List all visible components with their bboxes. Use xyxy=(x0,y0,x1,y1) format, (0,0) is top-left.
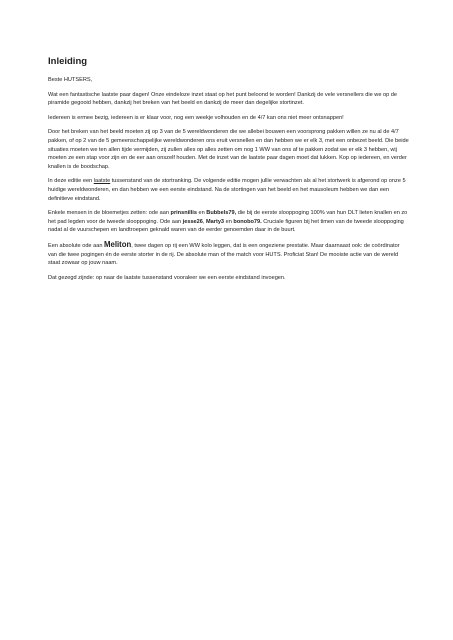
paragraph-4-text-b: tussenstand van de stortranking. De volgende editie mogen jullie verwachten als al het stortwerk is afgerond op onze 5 huidige wereldwonderen, en dan hebben we een eerste eindstand. Na de stortingen van het beeld en het mausoleum hebben we dan een definitieve eindstand. xyxy=(48,178,406,202)
player-name: Marty3 xyxy=(206,218,225,225)
paragraph-6-text-a: Een absolute ode aan xyxy=(48,242,104,249)
paragraph-6-text-b: , twee dagen op rij een WW kolo leggen, dat is een ongeziene prestatie. Maar daarnaast ook: de coördinator van die twee pogingen én de eerste storter in de rij. De absolute man of the match voor HUTS. Proficiat Stan! De mooiste actie van de wereld staat zowaar op jouw naam. xyxy=(48,242,400,267)
paragraph-2: Iedereen is ermee bezig, iedereen is er klaar voor, nog een weekje volhouden en de 4/7 kan ons niet meer ontsnappen! xyxy=(48,114,344,121)
paragraph-5-text-a: Enkele mensen in de bloemetjes zetten: ode aan xyxy=(48,210,171,217)
greeting: Beste HUTSERS, xyxy=(48,77,93,83)
highlighted-player-name: Meliton xyxy=(103,239,132,249)
underlined-word: laatste xyxy=(93,178,111,185)
paragraph-1: Wat een fantastische laatste paar dagen! Onze eindeloze inzet staat op het punt beloond te worden! Dankzij de vele versnellers die we op de piramide gegooid hebben, dankzij het breken van het beeld en dankzij de meer dan degelijke stortinzet. xyxy=(48,91,398,107)
paragraph-4-text-a: In deze editie een xyxy=(48,178,94,185)
paragraph-3: Door het breken van het beeld moeten zij op 3 van de 5 wereldwonderen die we allebei bouwen een voorsprong pakken willen ze nu al de 4/7 pakken, of op 2 van de 5 gemeenschappelijke wereldwonderen ons eruit versnellen en dan hebben we er elk 3, met een onbezet beeld. Die beide situaties moeten we ten allen tijde vermijden, zij zullen alles op alles zetten om nog 1 WW van ons af te pakken zodat we er elk 3 hebben, wij moeten ze een stap voor zijn en de eer aan onszelf houden. Met de inzet van de laatste paar dagen moet dat lukken. Kop op iedereen, en verder knallen is de boodschap. xyxy=(48,129,409,170)
paragraph-7: Dat gezegd zijnde: op naar de laatste tussenstand vooraleer we een eerste eindstand invoegen. xyxy=(48,274,286,281)
paragraph-5-text-e: en xyxy=(224,218,234,225)
player-name: jesse26 xyxy=(182,218,203,225)
paragraph-5 xyxy=(48,209,410,235)
paragraph-5-text-d: , xyxy=(202,218,207,225)
paragraph-5-text-c: die bij de eerste slooppoging 100% van hun DLT lieten knallen en zo het pad legden voor de tweede slooppoging. Ode aan xyxy=(48,210,408,225)
player-name: prinsnillis xyxy=(170,210,197,217)
player-name: bonobo79. xyxy=(233,218,262,225)
page-title: Inleiding xyxy=(48,56,88,67)
player-name: Bubbels79, xyxy=(206,210,237,217)
paragraph-6 xyxy=(48,241,410,268)
paragraph-5-text-b: en xyxy=(196,210,207,217)
paragraph-5-text-f: Cruciale figuren bij het timen van de tweede slooppoging nadat al de vuurschepen en landtroepen geknald waren van de eerder genoemden daar in de buurt. xyxy=(48,218,404,234)
document-body xyxy=(48,56,410,288)
paragraph-4 xyxy=(48,177,410,203)
